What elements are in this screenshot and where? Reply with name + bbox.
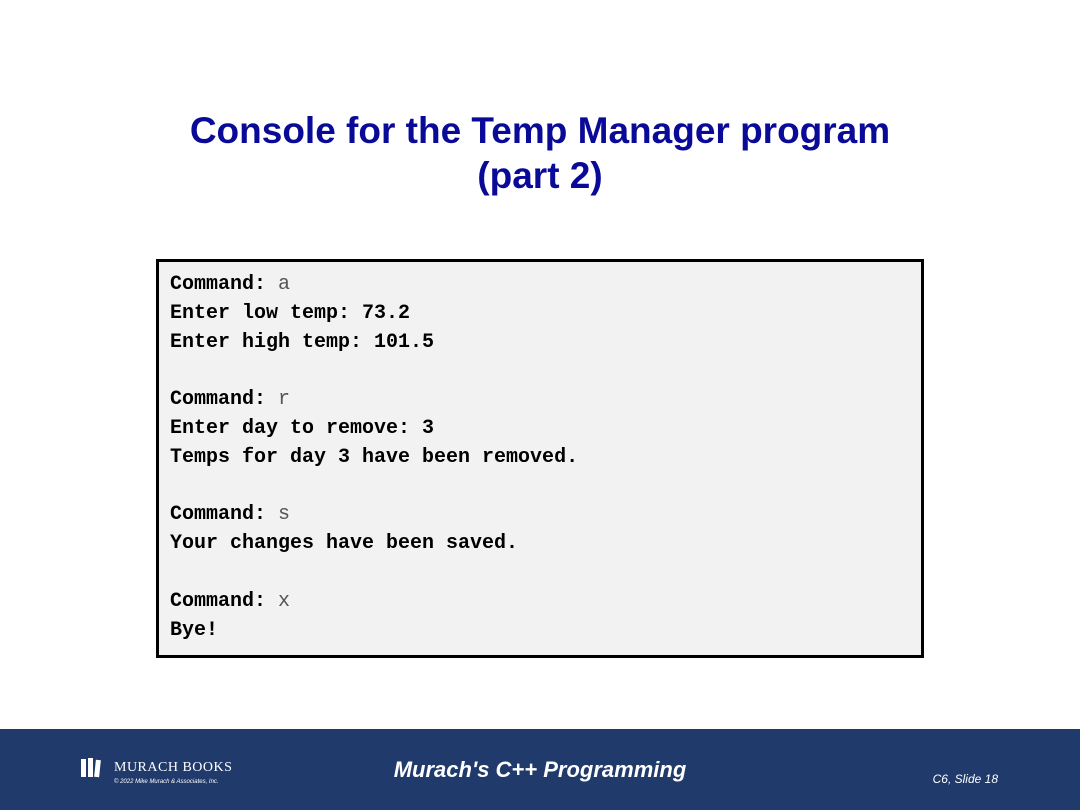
console-prompt: Enter high temp: 101.5	[170, 330, 435, 354]
console-prompt: Command:	[170, 503, 279, 527]
book-title: Murach's C++ Programming	[393, 757, 687, 782]
console-user-input: r	[278, 388, 291, 412]
console-line	[170, 329, 921, 358]
console-line	[170, 357, 921, 386]
console-line	[170, 415, 921, 444]
footer-bar	[0, 729, 1080, 810]
console-prompt: Enter day to remove: 3	[170, 416, 435, 440]
console-prompt: Enter low temp: 73.2	[170, 301, 411, 325]
console-line	[170, 300, 921, 329]
console-prompt: Command:	[170, 273, 279, 296]
slide-title-line-2: (part 2)	[477, 155, 603, 196]
console-line	[170, 559, 921, 588]
console-line	[170, 588, 921, 617]
console-line	[170, 444, 921, 473]
slide-number: C6, Slide 18	[932, 772, 998, 786]
console-line	[170, 386, 921, 415]
copyright-text: © 2022 Mike Murach & Associates, Inc.	[114, 779, 219, 785]
console-prompt: Command:	[170, 388, 279, 412]
console-line	[170, 617, 921, 646]
console-line	[170, 501, 921, 530]
console-user-input: s	[278, 503, 291, 527]
console-prompt: Temps for day 3 have been removed.	[170, 445, 579, 469]
slide-title	[0, 108, 1080, 198]
console-prompt: Your changes have been saved.	[170, 532, 519, 556]
console-prompt: Bye!	[170, 618, 219, 642]
publisher-name: MURACH BOOKS	[114, 760, 233, 775]
console-output	[156, 259, 924, 658]
console-line	[170, 530, 921, 559]
console-user-input: x	[278, 589, 291, 613]
console-user-input: a	[278, 273, 291, 296]
console-line	[170, 271, 921, 300]
console-line	[170, 473, 921, 502]
slide-title-line-1: Console for the Temp Manager program	[189, 110, 891, 151]
console-prompt: Command:	[170, 589, 279, 613]
